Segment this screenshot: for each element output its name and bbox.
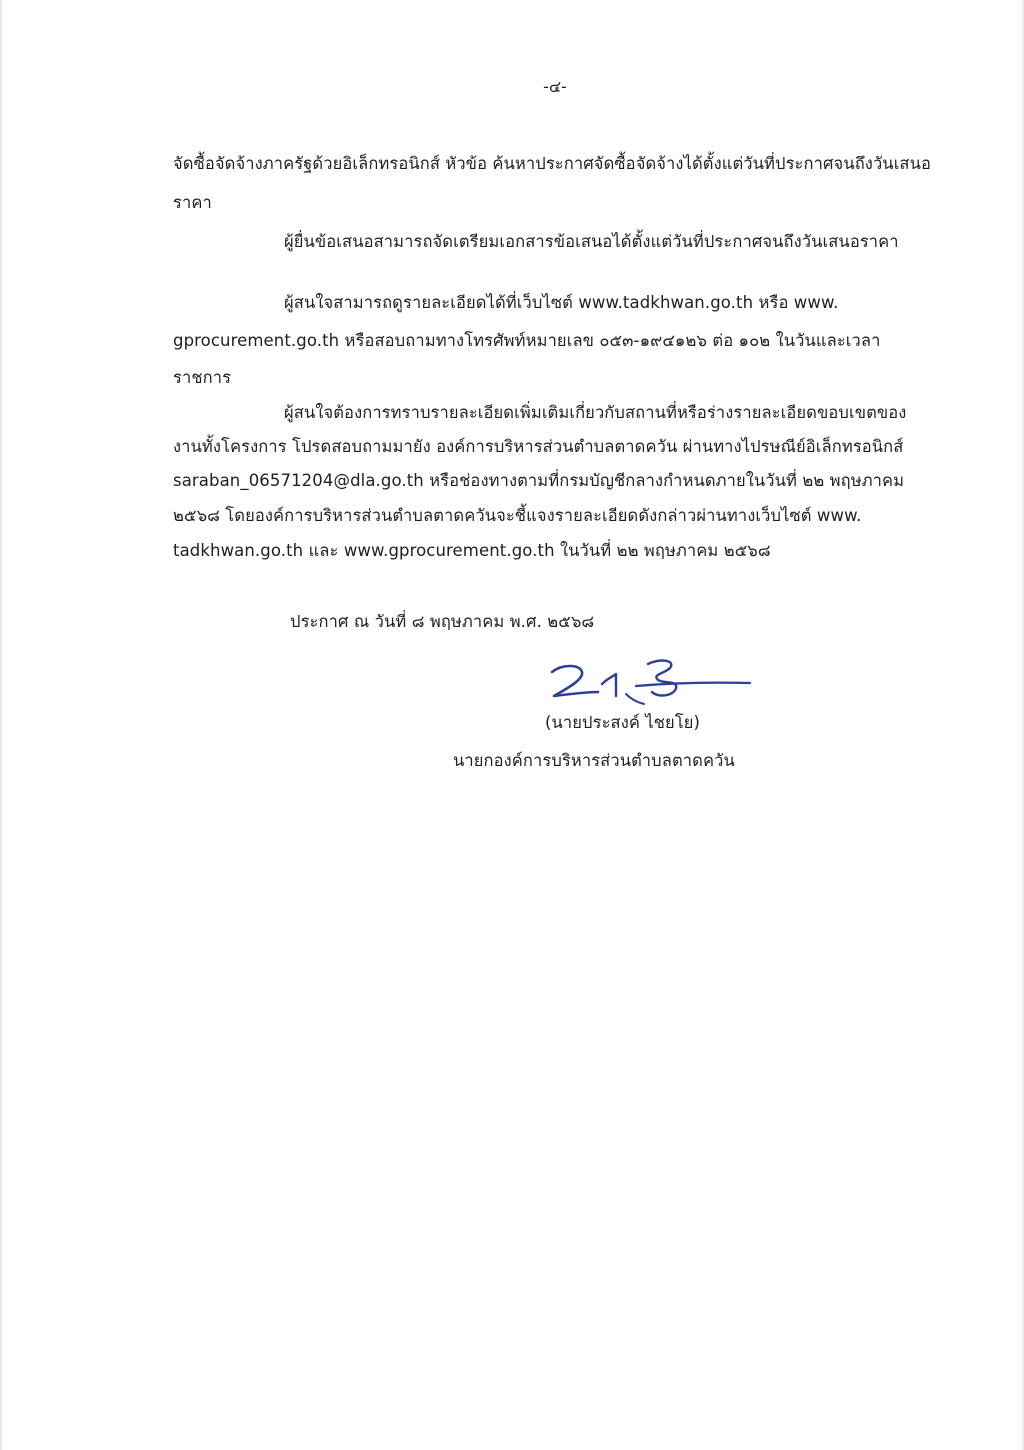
body-line-5: gprocurement.go.th หรือสอบถามทางโทรศัพท์หมายเลข ๐๕๓-๑๙๔๑๒๖ ต่อ ๑๐๒ ในวันและเวลา [173, 331, 881, 350]
body-line-11: tadkhwan.go.th และ www.gprocurement.go.th ในวันที่ ๒๒ พฤษภาคม ๒๕๖๘ [173, 541, 771, 560]
announce-date: ประกาศ ณ วันที่ ๘ พฤษภาคม พ.ศ. ๒๕๖๘ [290, 612, 595, 631]
body-line-2: ราคา [173, 193, 212, 212]
body-line-8: งานทั้งโครงการ โปรดสอบถามมายัง องค์การบริหารส่วนตำบลตาดควัน ผ่านทางไปรษณีย์อิเล็กทรอนิกส์ [173, 437, 904, 456]
body-line-3: ผู้ยื่นข้อเสนอสามารถจัดเตรียมเอกสารข้อเสนอได้ตั้งแต่วันที่ประกาศจนถึงวันเสนอราคา [284, 232, 899, 251]
body-line-6: ราชการ [173, 368, 232, 387]
signer-title: นายกองค์การบริหารส่วนตำบลตาดควัน [453, 751, 735, 770]
body-line-9: saraban_06571204@dla.go.th หรือช่องทางตามที่กรมบัญชีกลางกำหนดภายในวันที่ ๒๒ พฤษภาคม [173, 471, 905, 490]
signer-name: (นายประสงค์ ไชยโย) [545, 713, 701, 732]
signature-image [540, 650, 760, 710]
body-line-7: ผู้สนใจต้องการทราบรายละเอียดเพิ่มเติมเกี่ยวกับสถานที่หรือร่างรายละเอียดขอบเขตของ [284, 403, 907, 422]
page-number: -๔- [543, 77, 567, 96]
body-line-10: ๒๕๖๘ โดยองค์การบริหารส่วนตำบลตาดควันจะชี้แจงรายละเอียดดังกล่าวผ่านทางเว็บไซต์ www. [173, 506, 862, 525]
body-line-4: ผู้สนใจสามารถดูรายละเอียดได้ที่เว็บไซต์ www.tadkhwan.go.th หรือ www. [284, 293, 839, 312]
page-left-edge [0, 0, 2, 1450]
body-line-1: จัดซื้อจัดจ้างภาครัฐด้วยอิเล็กทรอนิกส์ หัวข้อ ค้นหาประกาศจัดซื้อจัดจ้างได้ตั้งแต่วันที่ประกาศจนถึงวันเสนอ [173, 154, 931, 173]
